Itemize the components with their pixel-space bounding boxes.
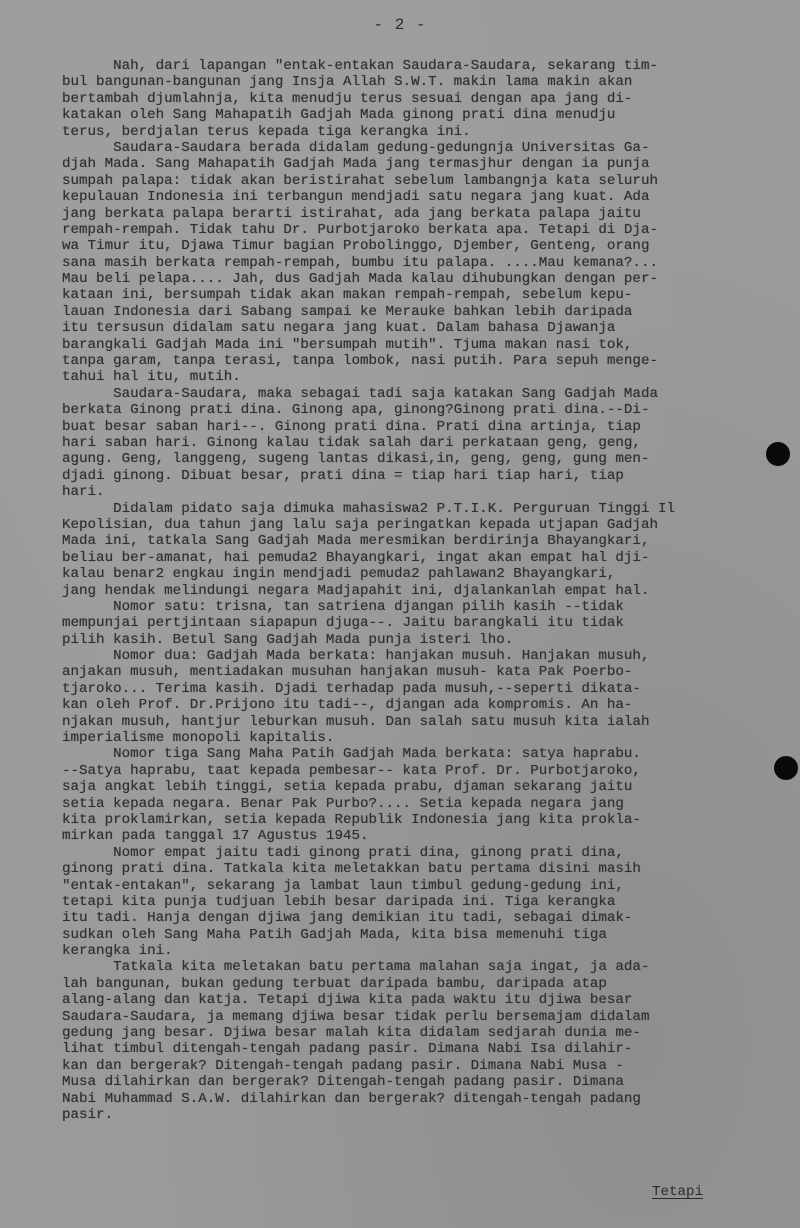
text-line: barangkali Gadjah Mada ini "bersumpah mutih". Tjuma makan nasi tok, (62, 336, 633, 353)
text-line: sudkan oleh Sang Maha Patih Gadjah Mada, kita bisa memenuhi tiga (62, 926, 607, 943)
text-line: Mau beli pelapa.... Jah, dus Gadjah Mada kalau dihubungkan dengan per- (62, 271, 658, 288)
text-line: Saudara-Saudara berada didalam gedung-gedungnja Universitas Ga- (62, 139, 650, 156)
text-line: Musa dilahirkan dan bergerak? Ditengah-tengah padang pasir. Dimana (62, 1074, 624, 1091)
text-line: anjakan musuh, mentiadakan musuhan hanjakan musuh- kata Pak Poerbo- (62, 664, 633, 681)
text-line: bul bangunan-bangunan jang Insja Allah S.W.T. makin lama makin akan (62, 74, 633, 91)
text-line: tetapi kita punja tudjuan lebih besar daripada ini. Tiga kerangka (62, 893, 616, 910)
text-line: beliau ber-amanat, hai pemuda2 Bhayangkari, ingat akan empat hal dji- (62, 549, 650, 566)
text-line: mempunjai pertjintaan siapapun djuga--. Jaitu barangkali itu tidak (62, 615, 624, 632)
text-line: lah bangunan, bukan gedung terbuat daripada bambu, daripada atap (62, 975, 607, 992)
text-line: Saudara-Saudara, maka sebagai tadi saja katakan Sang Gadjah Mada (62, 385, 658, 402)
body-text (62, 58, 800, 1123)
text-line: Saudara-Saudara, ja memang djiwa besar tidak perlu bersemajam didalam (62, 1008, 650, 1025)
text-line: Mada ini, tatkala Sang Gadjah Mada meresmikan berdirinja Bhayangkari, (62, 533, 650, 550)
text-line: pasir. (62, 1107, 114, 1123)
text-line: alang-alang dan katja. Tetapi djiwa kita pada waktu itu djiwa besar (62, 992, 633, 1009)
text-line: kepulauan Indonesia ini terbangun mendjadi satu negara jang kuat. Ada (62, 189, 650, 206)
text-line: tanpa garam, tanpa terasi, tanpa lombok, nasi putih. Para sepuh menge- (62, 353, 658, 370)
text-line: djadi ginong. Dibuat besar, prati dina = tiap hari tiap hari, tiap (62, 467, 624, 484)
text-line: kita proklamirkan, setia kepada Republik Indonesia jang kita prokla- (62, 811, 641, 828)
text-line: Nomor tiga Sang Maha Patih Gadjah Mada berkata: satya haprabu. (62, 746, 641, 763)
punch-hole-top (766, 442, 790, 466)
text-line: tahui hal itu, mutih. (62, 369, 241, 386)
text-line: sumpah palapa: tidak akan beristirahat sebelum lambangnja kata seluruh (62, 172, 658, 189)
catchword: Tetapi (652, 1184, 704, 1200)
page-number: - 2 - (373, 16, 427, 34)
text-line: buat besar saban hari--. Ginong prati dina. Prati dina artinja, tiap (62, 418, 641, 435)
punch-hole-bottom (774, 756, 798, 780)
text-line: rempah-rempah. Tidak tahu Dr. Purbotjaroko berkata apa. Tetapi di Dja- (62, 221, 658, 238)
text-line: itu tadi. Hanja dengan djiwa jang demikian itu tadi, sebagai dimak- (62, 910, 633, 927)
text-line: kan dan bergerak? Ditengah-tengah padang pasir. Dimana Nabi Musa - (62, 1057, 624, 1074)
text-line: Kepolisian, dua tahun jang lalu saja peringatkan kepada utjapan Gadjah (62, 516, 658, 533)
text-line: jang hendak melindungi negara Madjapahit ini, djalankanlah empat hal. (62, 582, 650, 599)
text-line: katakan oleh Sang Mahapatih Gadjah Mada ginong prati dina menudju (62, 107, 616, 124)
text-line: Nah, dari lapangan "entak-entakan Saudara-Saudara, sekarang tim- (62, 58, 658, 74)
text-line: lauan Indonesia dari Sabang sampai ke Merauke bahkan lebih daripada (62, 303, 633, 320)
text-line: Nomor dua: Gadjah Mada berkata: hanjakan musuh. Hanjakan musuh, (62, 648, 650, 665)
text-line: kan oleh Prof. Dr.Prijono itu tadi--, djangan ada kompromis. An ha- (62, 697, 633, 714)
text-line: Nabi Muhammad S.A.W. dilahirkan dan bergerak? ditengah-tengah padang (62, 1090, 641, 1107)
text-line: bertambah djumlahnja, kita menudju terus sesuai dengan apa jang di- (62, 90, 633, 107)
text-line: hari saban hari. Ginong kalau tidak salah dari perkataan geng, geng, (62, 434, 641, 451)
text-line: kerangka ini. (62, 943, 173, 960)
text-line: --Satya haprabu, taat kepada pembesar-- kata Prof. Dr. Purbotjaroko, (62, 762, 641, 779)
text-line: terus, berdjalan terus kepada tiga kerangka ini. (62, 123, 471, 140)
text-line: wa Timur itu, Djawa Timur bagian Probolinggo, Djember, Genteng, orang (62, 238, 650, 255)
text-line: berkata Ginong prati dina. Ginong apa, ginong?Ginong prati dina.--Di- (62, 402, 650, 419)
text-line: njakan musuh, hantjur leburkan musuh. Dan salah satu musuh kita ialah (62, 713, 650, 730)
text-line: setia kepada negara. Benar Pak Purbo?.... Setia kepada negara jang (62, 795, 624, 812)
text-line: Didalam pidato saja dimuka mahasiswa2 P.T.I.K. Perguruan Tinggi Il (62, 500, 675, 517)
text-line: lihat timbul ditengah-tengah padang pasir. Dimana Nabi Isa dilahir- (62, 1041, 633, 1058)
text-line: gedung jang besar. Djiwa besar malah kita didalam sedjarah dunia me- (62, 1025, 641, 1042)
text-line: tjaroko... Terima kasih. Djadi terhadap pada musuh,--seperti dikata- (62, 680, 641, 697)
text-line: itu tersusun didalam satu negara jang kuat. Dalam bahasa Djawanja (62, 320, 616, 337)
text-line: agung. Geng, langgeng, sugeng lantas dikasi,in, geng, geng, gung men- (62, 451, 650, 468)
text-line: mirkan pada tanggal 17 Agustus 1945. (62, 828, 369, 845)
text-line: Tatkala kita meletakan batu pertama malahan saja ingat, ja ada- (62, 959, 650, 976)
text-line: Nomor satu: trisna, tan satriena djangan pilih kasih --tidak (62, 598, 624, 615)
text-line: imperialisme monopoli kapitalis. (62, 730, 335, 747)
text-line: ginong prati dina. Tatkala kita meletakkan batu pertama disini masih (62, 861, 641, 878)
text-line: kataan ini, bersumpah tidak akan makan rempah-rempah, sebelum kepu- (62, 287, 633, 304)
text-line: djah Mada. Sang Mahapatih Gadjah Mada jang termasjhur dengan ia punja (62, 156, 650, 173)
text-line: jang berkata palapa berarti istirahat, ada jang berkata palapa jaitu (62, 205, 641, 222)
text-line: hari. (62, 484, 105, 501)
text-line: saja angkat lebih tinggi, setia kepada prabu, djaman sekarang jaitu (62, 779, 633, 796)
text-line: pilih kasih. Betul Sang Gadjah Mada punja isteri lho. (62, 631, 514, 648)
text-line: "entak-entakan", sekarang ja lambat laun timbul gedung-gedung ini, (62, 877, 624, 894)
text-line: Nomor empat jaitu tadi ginong prati dina, ginong prati dina, (62, 844, 624, 861)
text-line: sana masih berkata rempah-rempah, bumbu itu palapa. ....Mau kemana?... (62, 254, 658, 271)
text-line: kalau benar2 engkau ingin mendjadi pemuda2 pahlawan2 Bhayangkari, (62, 566, 616, 583)
